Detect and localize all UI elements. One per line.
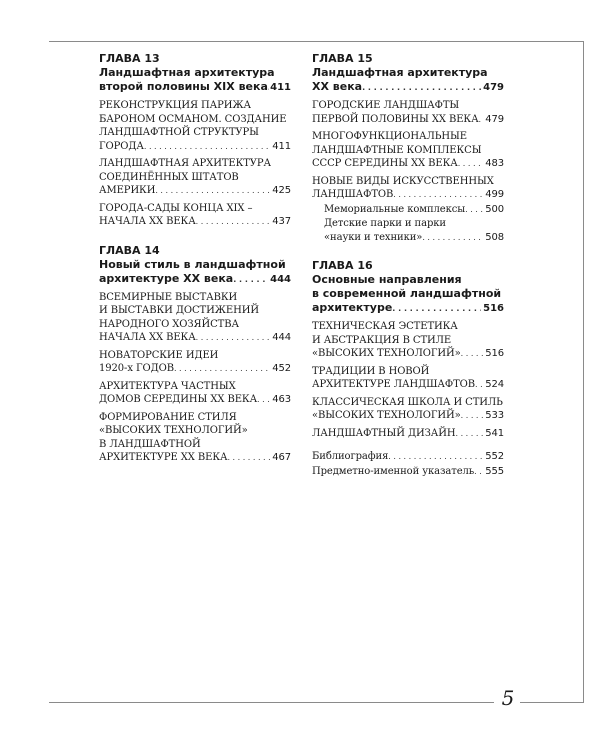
leader-dots: [233, 272, 268, 287]
entry-link-text: Предметно-именной указатель: [312, 465, 475, 477]
leader-dots: [479, 113, 484, 127]
page-ref: 479: [485, 113, 504, 125]
page-ref: 499: [485, 189, 504, 200]
leader-dots: [392, 301, 481, 316]
chapter-title-entry[interactable]: [312, 80, 504, 95]
leader-dots: [227, 451, 270, 465]
toc-backmatter-entry: [312, 465, 504, 479]
toc-chapter: [99, 244, 291, 465]
entry-link-text: ЛАНДШАФТОВ: [312, 189, 394, 200]
entry-link[interactable]: [99, 215, 291, 229]
entry-line: Детские парки и парки: [324, 218, 447, 229]
entry-link[interactable]: [312, 409, 504, 423]
chapter-label: ГЛАВА 15: [312, 52, 373, 65]
toc-chapter: [99, 52, 291, 229]
entry-link[interactable]: [99, 184, 291, 198]
entry-link[interactable]: [312, 347, 504, 361]
entry-link-text: Библиография: [312, 451, 389, 462]
toc-right-column: [312, 52, 504, 478]
toc-chapter: [312, 52, 504, 244]
page-ref: 483: [485, 158, 504, 169]
entry-link-text: АМЕРИКИ: [99, 185, 156, 196]
entry-link[interactable]: [99, 451, 291, 465]
entry-link[interactable]: [99, 140, 291, 154]
leader-dots: [458, 157, 483, 171]
entry-link[interactable]: [324, 203, 504, 217]
page-ref: 425: [272, 185, 291, 196]
chapter-label: ГЛАВА 14: [99, 243, 160, 257]
entry-link-text: ДОМОВ СЕРЕДИНЫ XX ВЕКА: [99, 394, 258, 405]
page-ref: 516: [483, 303, 504, 314]
entry-link-text: 1920-х ГОДОВ: [99, 363, 174, 374]
entry-link-text: НАЧАЛА XX ВЕКА: [99, 332, 196, 343]
entry-line: И АБСТРАКЦИЯ В СТИЛЕ: [312, 334, 452, 346]
leader-dots: [455, 427, 483, 441]
entry-line: КЛАССИЧЕСКАЯ ШКОЛА И СТИЛЬ: [312, 396, 503, 408]
page-ref: 500: [485, 203, 504, 215]
entry-line: ГОРОДА-САДЫ КОНЦА XIX –: [99, 202, 253, 214]
entry-line: ГОРОДСКИЕ ЛАНДШАФТЫ: [312, 100, 460, 111]
entry-link-text: «ВЫСОКИХ ТЕХНОЛОГИЙ»: [312, 410, 461, 421]
entry-line: НОВАТОРСКИЕ ИДЕИ: [99, 349, 219, 361]
leader-dots: [196, 215, 271, 229]
page-ref: 541: [485, 427, 504, 439]
entry-link[interactable]: [99, 362, 291, 376]
page-ref: 411: [272, 140, 291, 152]
entry-line: НОВЫЕ ВИДЫ ИСКУССТВЕННЫХ: [312, 175, 494, 187]
entry-line: СОЕДИНЁННЫХ ШТАТОВ: [99, 171, 239, 183]
frame-top-rule: [49, 41, 584, 42]
chapter-title-entry-text: архитектуре XX века: [99, 271, 234, 285]
entry-link-text: ПЕРВОЙ ПОЛОВИНЫ XX ВЕКА: [312, 113, 479, 125]
chapter-title-line: Основные направления: [312, 273, 462, 286]
toc-entry: [99, 349, 291, 376]
chapter-title-line: Ландшафтная архитектура: [99, 66, 275, 79]
leader-dots: [144, 140, 270, 154]
chapter-label: ГЛАВА 16: [312, 259, 373, 272]
chapter-title-line: Новый стиль в ландшафтной: [99, 257, 286, 271]
toc-subentry: [312, 217, 504, 244]
toc-chapter: [312, 259, 504, 440]
toc-entry: [99, 380, 291, 407]
page-number: 5: [501, 686, 515, 710]
chapter-title-line: Ландшафтная архитектура: [312, 66, 488, 79]
frame-bottom-rule-right: [520, 702, 584, 703]
entry-line: ТЕХНИЧЕСКАЯ ЭСТЕТИКА: [312, 321, 458, 332]
toc-entry: [312, 365, 504, 392]
page-ref: 508: [485, 231, 504, 243]
entry-link[interactable]: [324, 231, 504, 245]
entry-link[interactable]: [312, 465, 504, 479]
toc-entry: [312, 175, 504, 202]
page-ref: 411: [270, 82, 291, 93]
leader-dots: [393, 188, 483, 202]
page-ref: 452: [272, 363, 291, 374]
entry-line: ЛАНДШАФТНЫЕ КОМПЛЕКСЫ: [312, 144, 482, 156]
entry-line: И ВЫСТАВКИ ДОСТИЖЕНИЙ: [99, 305, 259, 316]
leader-dots: [362, 80, 481, 95]
page-ref: 437: [272, 216, 291, 227]
page-ref: 552: [485, 451, 504, 462]
entry-link-text: АРХИТЕКТУРЕ ЛАНДШАФТОВ: [312, 379, 476, 390]
toc-entry: [99, 411, 291, 465]
leader-dots: [155, 184, 270, 198]
chapter-title: [99, 258, 291, 287]
toc-entry: [312, 99, 504, 126]
leader-dots: [388, 450, 483, 464]
entry-link[interactable]: [99, 393, 291, 407]
entry-line: ФОРМИРОВАНИЕ СТИЛЯ: [99, 411, 237, 423]
toc-backmatter-entry: [312, 450, 504, 464]
entry-line: ЛАНДШАФТНАЯ АРХИТЕКТУРА: [99, 158, 272, 169]
leader-dots: [474, 465, 483, 479]
entry-link[interactable]: [312, 378, 504, 392]
entry-link[interactable]: [99, 331, 291, 345]
leader-dots: [422, 231, 483, 245]
entry-line: НАРОДНОГО ХОЗЯЙСТВА: [99, 318, 239, 330]
page-ref: 444: [272, 332, 291, 343]
leader-dots: [461, 347, 484, 361]
page-ref: 555: [485, 465, 504, 477]
entry-link[interactable]: [312, 157, 504, 171]
toc-subentry: [312, 203, 504, 217]
frame-right-rule: [583, 41, 584, 702]
entry-link[interactable]: [312, 113, 504, 127]
leader-dots: [465, 203, 483, 217]
entry-line: АРХИТЕКТУРА ЧАСТНЫХ: [99, 380, 236, 392]
toc-entry: [312, 320, 504, 361]
page-ref: 479: [483, 82, 504, 93]
chapter-label: ГЛАВА 13: [99, 52, 160, 65]
leader-dots: [196, 331, 271, 345]
page-ref: 444: [270, 273, 291, 285]
frame-bottom-rule: [49, 702, 494, 703]
entry-line: В ЛАНДШАФТНОЙ: [99, 438, 201, 450]
entry-line: ВСЕМИРНЫЕ ВЫСТАВКИ: [99, 291, 238, 303]
chapter-title: [99, 66, 291, 95]
page-ref: 463: [272, 394, 291, 405]
entry-link-text: ГОРОДА: [99, 140, 144, 152]
entry-line: МНОГОФУНКЦИОНАЛЬНЫЕ: [312, 131, 467, 142]
entry-link-text: Мемориальные комплексы: [324, 203, 466, 215]
chapter-title-entry[interactable]: [99, 272, 291, 287]
entry-line: БАРОНОМ ОСМАНОМ. СОЗДАНИЕ: [99, 113, 287, 125]
page-ref: 467: [272, 452, 291, 463]
chapter-title-entry-text: XX века: [312, 80, 363, 93]
entry-link-text: АРХИТЕКТУРЕ XX ВЕКА: [99, 452, 228, 463]
toc-entry: [99, 157, 291, 198]
entry-line: РЕКОНСТРУКЦИЯ ПАРИЖА: [99, 100, 251, 111]
back-matter: [312, 450, 504, 478]
entry-link-text: ЛАНДШАФТНЫЙ ДИЗАЙН: [312, 427, 456, 439]
leader-dots: [461, 409, 484, 423]
chapter-title-entry-text: второй половины XIX века: [99, 80, 268, 93]
entry-link-text: «ВЫСОКИХ ТЕХНОЛОГИЙ»: [312, 348, 461, 359]
chapter-title-line: в современной ландшафтной: [312, 287, 502, 300]
page-ref: 516: [485, 348, 504, 359]
leader-dots: [174, 362, 270, 376]
chapter-title: [312, 273, 504, 316]
entry-link[interactable]: [312, 188, 504, 202]
toc-entry: [312, 396, 504, 423]
toc-left-column: [99, 52, 291, 480]
chapter-title-entry[interactable]: [312, 301, 504, 316]
entry-link-text: «науки и техники»: [324, 231, 423, 243]
entry-link[interactable]: [312, 427, 504, 441]
entry-line: «ВЫСОКИХ ТЕХНОЛОГИЙ»: [99, 425, 248, 436]
entry-link[interactable]: [312, 450, 504, 464]
chapter-title-entry[interactable]: [99, 80, 291, 95]
leader-dots: [257, 393, 270, 407]
entry-line: ЛАНДШАФТНОЙ СТРУКТУРЫ: [99, 127, 259, 138]
toc-entry: [99, 291, 291, 345]
entry-link-text: СССР СЕРЕДИНЫ XX ВЕКА: [312, 158, 458, 169]
chapter-title: [312, 66, 504, 95]
entry-line: ТРАДИЦИИ В НОВОЙ: [312, 365, 430, 377]
entry-link-text: НАЧАЛА XX ВЕКА: [99, 216, 196, 227]
page-ref: 524: [485, 379, 504, 390]
chapter-title-entry-text: архитектуре: [312, 301, 393, 314]
toc-entry: [99, 202, 291, 229]
toc-entry: [99, 99, 291, 153]
page-ref: 533: [485, 410, 504, 421]
toc-entry: [312, 427, 504, 441]
leader-dots: [475, 378, 483, 392]
toc-entry: [312, 130, 504, 171]
